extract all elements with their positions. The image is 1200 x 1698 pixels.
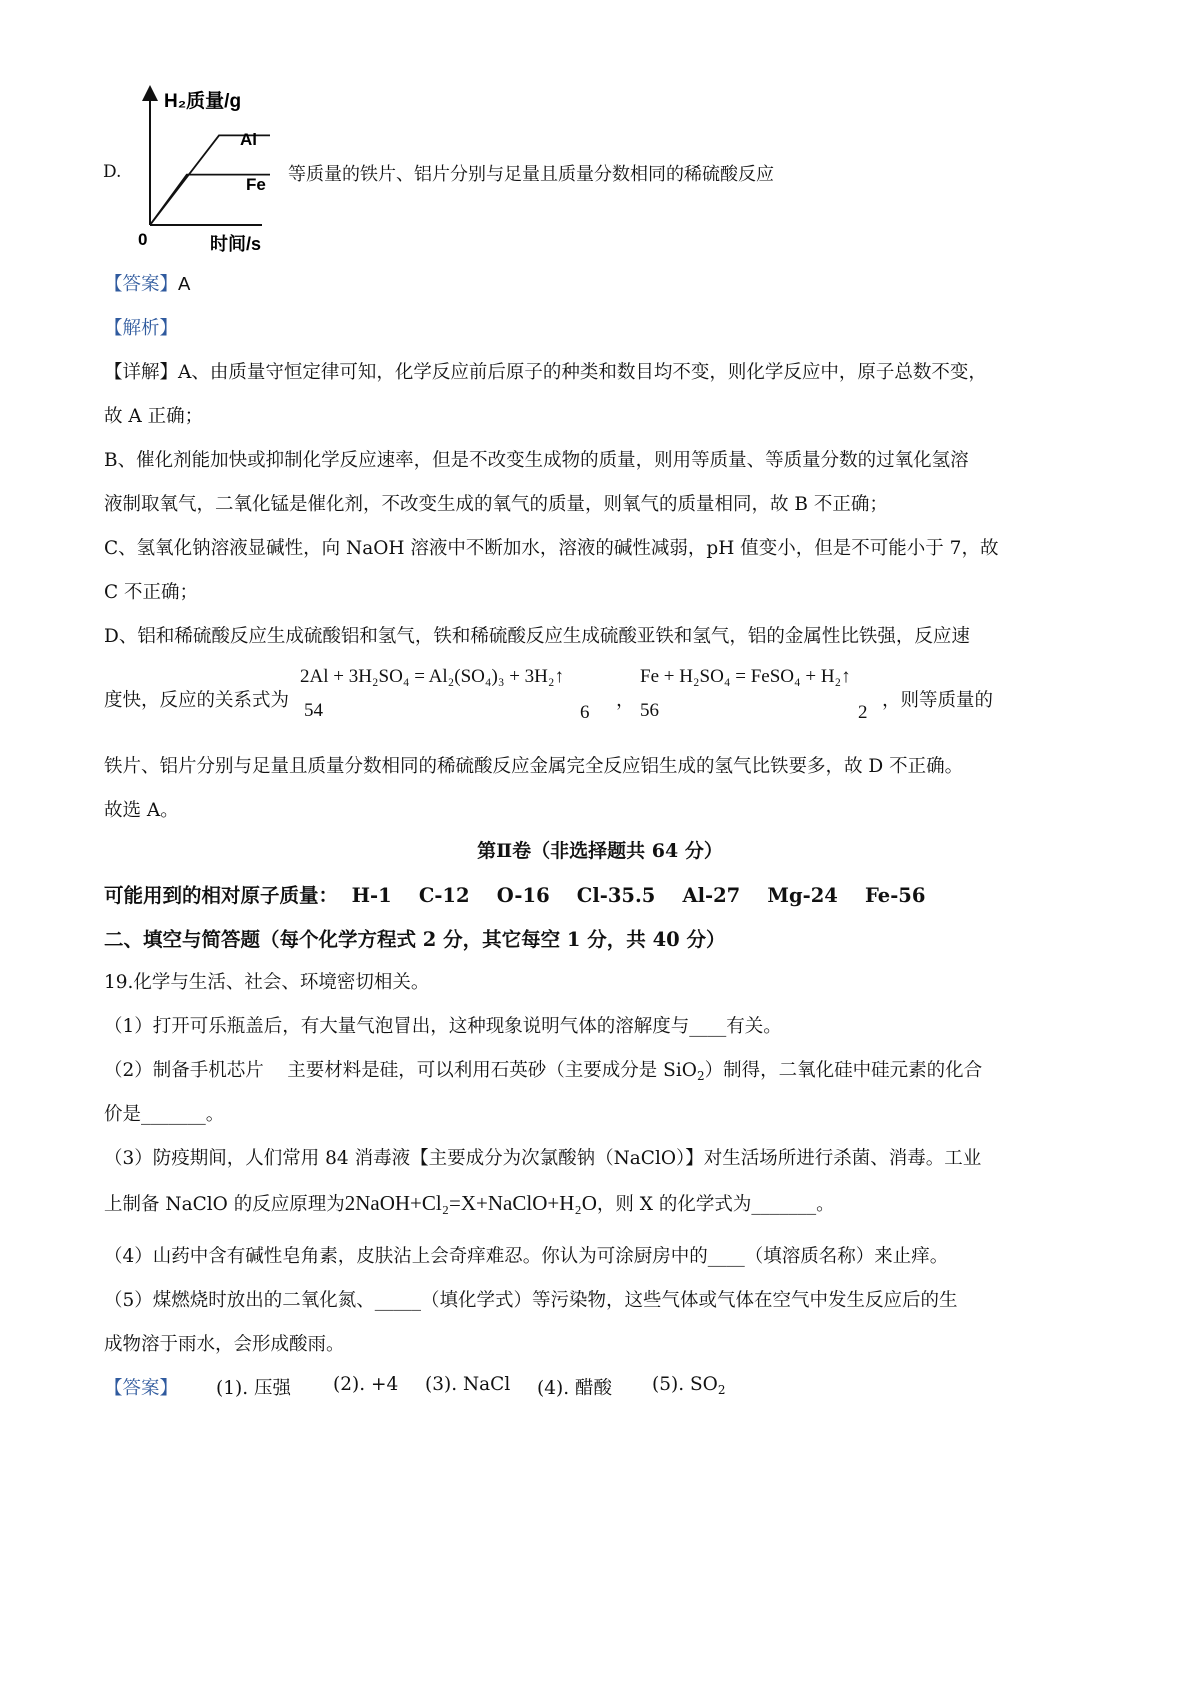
q19-answer-2: (2). +4 [333, 1374, 399, 1395]
q19-answer-4: (4). 醋酸 [537, 1378, 612, 1399]
y-axis-label: H₂质量/g [164, 91, 242, 112]
detail-line-9: 铁片、铝片分别与足量且质量分数相同的稀硫酸反应金属完全反应铝生成的氢气比铁要多，故 D 不正确。 [104, 756, 964, 777]
q19-part2b: 价是_______。 [104, 1104, 225, 1125]
q19-part3a: （3）防疫期间，人们常用 84 消毒液【主要成分为次氯酸钠（NaClO）】对生活场所进行杀菌、消毒。工业 [104, 1148, 982, 1169]
q19-answer-5-pre: (5). SO [652, 1374, 718, 1395]
detail-line-1: 【详解】A、由质量守恒定律可知，化学反应前后原子的种类和数目均不变，则化学反应中，原子总数不变， [104, 362, 987, 383]
option-d-text: 等质量的铁片、铝片分别与足量且质量分数相同的稀硫酸反应 [288, 164, 774, 185]
answer-value: A [178, 273, 191, 294]
q19-part5a: （5）煤燃烧时放出的二氧化氮、_____（填化学式）等污染物，这些气体或气体在空气中发生反应后的生 [104, 1290, 958, 1311]
q19-part5b: 成物溶于雨水，会形成酸雨。 [104, 1334, 345, 1355]
section-title: 第Ⅱ卷（非选择题共 64 分） [477, 840, 723, 862]
q19-answer-5 [652, 1374, 725, 1397]
formula-fe: Fe + H₂SO₄ = FeSO₄ + H₂↑ [640, 666, 851, 687]
detail-line-8-pre: 度快，反应的关系式为 [104, 690, 290, 711]
q19-part2a-post: ）制得，二氧化硅中硅元素的化合 [704, 1060, 983, 1081]
formula-al: 2Al + 3H₂SO₄ = Al₂(SO₄)₃ + 3H₂↑ [300, 666, 565, 687]
formula-fe-mass: 56 [640, 700, 659, 721]
answer-label: 【答案】 [104, 274, 179, 295]
formula-comma: ， [616, 690, 635, 711]
q19-part3b-pre: 上制备 NaClO 的反应原理为 [104, 1194, 345, 1215]
q19-part2a-sub: 2 [696, 1069, 705, 1083]
detail-line-6: C 不正确； [104, 582, 199, 603]
series-label-fe: Fe [246, 175, 266, 194]
q19-part2a [104, 1056, 982, 1083]
section-heading: 二、填空与简答题（每个化学方程式 2 分，其它每空 1 分，共 40 分） [104, 928, 726, 951]
q19-part3b [104, 1190, 835, 1216]
q19-part4: （4）山药中含有碱性皂角素，皮肤沾上会奇痒难忍。你认为可涂厨房中的____（填溶质名称）来止痒。 [104, 1246, 949, 1267]
analysis-label: 【解析】 [104, 318, 179, 339]
q19-part1: （1）打开可乐瓶盖后，有大量气泡冒出，这种现象说明气体的溶解度与____有关。 [104, 1016, 782, 1037]
series-label-al: Al [240, 130, 257, 149]
atomic-masses: 可能用到的相对原子质量： H-1 C-12 O-16 Cl-35.5 Al-27 Mg-24 Fe-56 [104, 884, 926, 907]
detail-line-3: B、催化剂能加快或抑制化学反应速率，但是不改变生成物的质量，则用等质量、等质量分数的过氧化氢溶 [104, 450, 969, 471]
q19-part2a-pre: （2）制备手机芯片 主要材料是硅，可以利用石英砂（主要成分是 SiO [104, 1060, 697, 1081]
origin-label: 0 [138, 230, 148, 249]
q19-equation: 2NaOH+Cl₂=X+NaClO+H₂O [344, 1191, 597, 1215]
x-axis-label: 时间/s [210, 234, 262, 254]
q19-stem: 19.化学与生活、社会、环境密切相关。 [104, 972, 430, 993]
q19-answer-1: (1). 压强 [216, 1378, 291, 1399]
formula-al-h2-mass: 6 [580, 702, 590, 723]
formula-fe-h2-mass: 2 [858, 702, 868, 723]
q19-part3b-post: ，则 X 的化学式为_______。 [596, 1194, 835, 1215]
detail-line-2: 故 A 正确； [104, 406, 204, 427]
detail-line-4: 液制取氧气，二氧化锰是催化剂，不改变生成的氧气的质量，则氧气的质量相同，故 B 不正确； [104, 494, 888, 515]
detail-line-5: C、氢氧化钠溶液显碱性，向 NaOH 溶液中不断加水，溶液的碱性减弱，pH 值变小，但是不可能小于 7，故 [104, 538, 999, 559]
detail-line-10: 故选 A。 [104, 800, 179, 821]
option-d-label: D. [103, 162, 122, 182]
answer-line [104, 270, 190, 296]
detail-line-7: D、铝和稀硫酸反应生成硫酸铝和氢气，铁和稀硫酸反应生成硫酸亚铁和氢气，铝的金属性比铁强，反应速 [104, 626, 970, 647]
h2-mass-chart [130, 85, 270, 255]
q19-answer-5-sub: 2 [717, 1383, 726, 1397]
q19-answer-label: 【答案】 [104, 1378, 179, 1399]
formula-al-mass: 54 [304, 700, 323, 721]
detail-line-8-post: ，则等质量的 [882, 690, 994, 711]
q19-answer-3: (3). NaCl [425, 1374, 511, 1395]
